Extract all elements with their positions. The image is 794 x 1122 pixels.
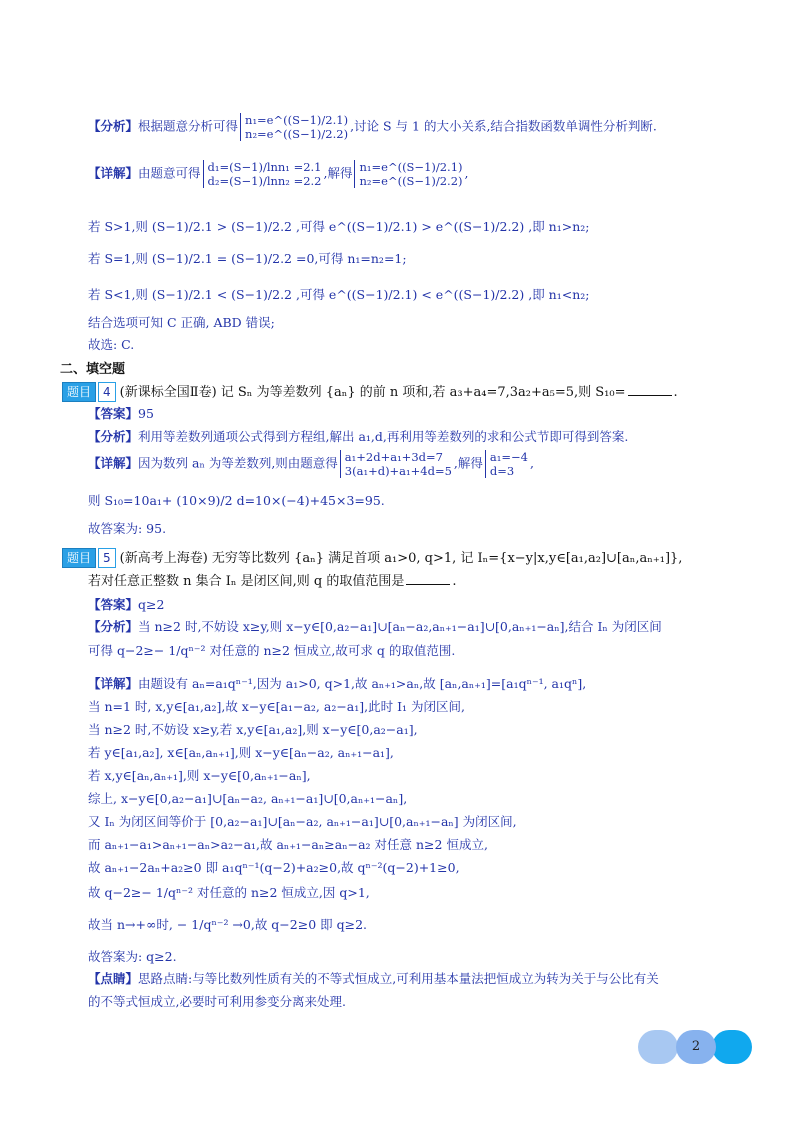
q5-detail-line: 故当 n→+∞时, − 1/qⁿ⁻² →0,故 q−2≥0 即 q≥2. <box>88 917 368 932</box>
q5-detail-line: 若 y∈[a₁,a₂], x∈[aₙ,aₙ₊₁],则 x−y∈[aₙ−a₂, aₙ₊₁−a₁], <box>88 745 394 760</box>
q4-answer: 【答案】95 <box>88 406 154 421</box>
q5-final: 故答案为: q≥2. <box>88 949 177 964</box>
q3-case-greater: 若 S>1,则 (S−1)/2.1 > (S−1)/2.2 ,可得 e^((S−1)/2.1) > e^((S−1)/2.2) ,即 n₁>n₂; <box>88 219 590 234</box>
q5-stem: 题目 5 (新高考上海卷) 无穷等比数列 {aₙ} 满足首项 a₁>0, q>1, 记 Iₙ={x−y|x,y∈[a₁,a₂]∪[aₙ,aₙ₊₁]}, <box>62 548 682 568</box>
page-decoration <box>638 1030 678 1064</box>
answer-blank <box>406 584 450 585</box>
q5-tip-2: 的不等式恒成立,必要时可利用参变分离来处理. <box>88 994 346 1009</box>
page-decoration <box>712 1030 752 1064</box>
q5-stem-cont: 若对任意正整数 n 集合 Iₙ 是闭区间,则 q 的取值范围是 . <box>88 574 457 589</box>
q5-detail-line: 当 n=1 时, x,y∈[a₁,a₂],故 x−y∈[a₁−a₂, a₂−a₁],此时 I₁ 为闭区间, <box>88 699 465 714</box>
solution-system: n₁=e^((S−1)/2.1) n₂=e^((S−1)/2.2) <box>354 160 462 188</box>
q4-detail: 【详解】因为数列 aₙ 为等差数列,则由题意得 a₁+2d+a₁+3d=7 3(a₁+d)+a₁+4d=5,解得 a₁=−4 d=3, <box>88 450 534 478</box>
q5-detail-line: 而 aₙ₊₁−a₁>aₙ₊₁−aₙ>a₂−a₁,故 aₙ₊₁−aₙ≥aₙ−a₂ 对任意 n≥2 恒成立, <box>88 837 488 852</box>
question-number: 5 <box>98 548 116 568</box>
section-title: 二、填空题 <box>60 362 126 377</box>
q4-stem: 题目 4 (新课标全国Ⅱ卷) 记 Sₙ 为等差数列 {aₙ} 的前 n 项和,若 a₃+a₄=7,3a₂+a₅=5,则 S₁₀= . <box>62 382 678 402</box>
condition-system: n₁=e^((S−1)/2.1) n₂=e^((S−1)/2.2) <box>240 113 348 141</box>
q3-combine: 结合选项可知 C 正确, ABD 错误; <box>88 315 275 330</box>
q5-detail-line: 当 n≥2 时,不妨设 x≥y,若 x,y∈[a₁,a₂],则 x−y∈[0,a₂−a₁], <box>88 722 418 737</box>
q5-detail-1: 【详解】由题设有 aₙ=a₁qⁿ⁻¹,因为 a₁>0, q>1,故 aₙ₊₁>aₙ,故 [aₙ,aₙ₊₁]=[a₁qⁿ⁻¹, a₁qⁿ], <box>88 676 587 691</box>
q5-analysis-1: 【分析】当 n≥2 时,不妨设 x≥y,则 x−y∈[0,a₂−a₁]∪[aₙ−a₂,aₙ₊₁−a₁]∪[0,aₙ₊₁−aₙ],结合 Iₙ 为闭区间 <box>88 619 662 634</box>
q5-detail-line: 故 q−2≥− 1/qⁿ⁻² 对任意的 n≥2 恒成立,因 q>1, <box>88 885 370 900</box>
question-badge: 题目 <box>62 548 96 568</box>
question-number: 4 <box>98 382 116 402</box>
page-number: 2 <box>691 1039 701 1054</box>
analysis-tag: 【分析】 <box>88 118 139 134</box>
equation-system: a₁+2d+a₁+3d=7 3(a₁+d)+a₁+4d=5 <box>340 450 452 478</box>
q5-detail-line: 故 aₙ₊₁−2aₙ+a₂≥0 即 a₁qⁿ⁻¹(q−2)+a₂≥0,故 qⁿ⁻²(q−2)+1≥0, <box>88 860 460 875</box>
detail-tag: 【详解】 <box>88 165 139 181</box>
q5-detail-line: 若 x,y∈[aₙ,aₙ₊₁],则 x−y∈[0,aₙ₊₁−aₙ], <box>88 768 311 783</box>
q5-detail-line: 综上, x−y∈[0,a₂−a₁]∪[aₙ−a₂, aₙ₊₁−a₁]∪[0,aₙ₊₁−aₙ], <box>88 791 408 806</box>
q5-analysis-2: 可得 q−2≥− 1/qⁿ⁻² 对任意的 n≥2 恒成立,故可求 q 的取值范围. <box>88 643 456 658</box>
q4-result: 则 S₁₀=10a₁+ (10×9)/2 d=10×(−4)+45×3=95. <box>88 493 385 508</box>
q3-case-equal: 若 S=1,则 (S−1)/2.1 = (S−1)/2.2 =0,可得 n₁=n₂=1; <box>88 251 407 266</box>
answer-blank <box>628 395 672 396</box>
solution-system: a₁=−4 d=3 <box>485 450 528 478</box>
q3-choose: 故选: C. <box>88 337 135 352</box>
question-badge: 题目 <box>62 382 96 402</box>
q4-analysis: 【分析】利用等差数列通项公式得到方程组,解出 a₁,d,再利用等差数列的求和公式节即可得到答案. <box>88 429 629 444</box>
equation-system: d₁=(S−1)/lnn₁ =2.1 d₂=(S−1)/lnn₂ =2.2 <box>203 160 322 188</box>
q5-detail-line: 又 Iₙ 为闭区间等价于 [0,a₂−a₁]∪[aₙ−a₂, aₙ₊₁−a₁]∪[0,aₙ₊₁−aₙ] 为闭区间, <box>88 814 517 829</box>
q3-analysis: 【分析】根据题意分析可得 n₁=e^((S−1)/2.1) n₂=e^((S−1)/2.2),讨论 S 与 1 的大小关系,结合指数函数单调性分析判断. <box>88 113 657 141</box>
q3-case-less: 若 S<1,则 (S−1)/2.1 < (S−1)/2.2 ,可得 e^((S−1)/2.1) < e^((S−1)/2.2) ,即 n₁<n₂; <box>88 287 590 302</box>
q4-final: 故答案为: 95. <box>88 521 167 536</box>
q5-tip-1: 【点睛】思路点睛:与等比数列性质有关的不等式恒成立,可利用基本量法把恒成立为转为关于与公比有关 <box>88 971 659 986</box>
q3-detail: 【详解】由题意可得 d₁=(S−1)/lnn₁ =2.1 d₂=(S−1)/lnn₂ =2.2,解得 n₁=e^((S−1)/2.1) n₂=e^((S−1)/2.2), <box>88 160 469 188</box>
q5-answer: 【答案】q≥2 <box>88 597 165 612</box>
